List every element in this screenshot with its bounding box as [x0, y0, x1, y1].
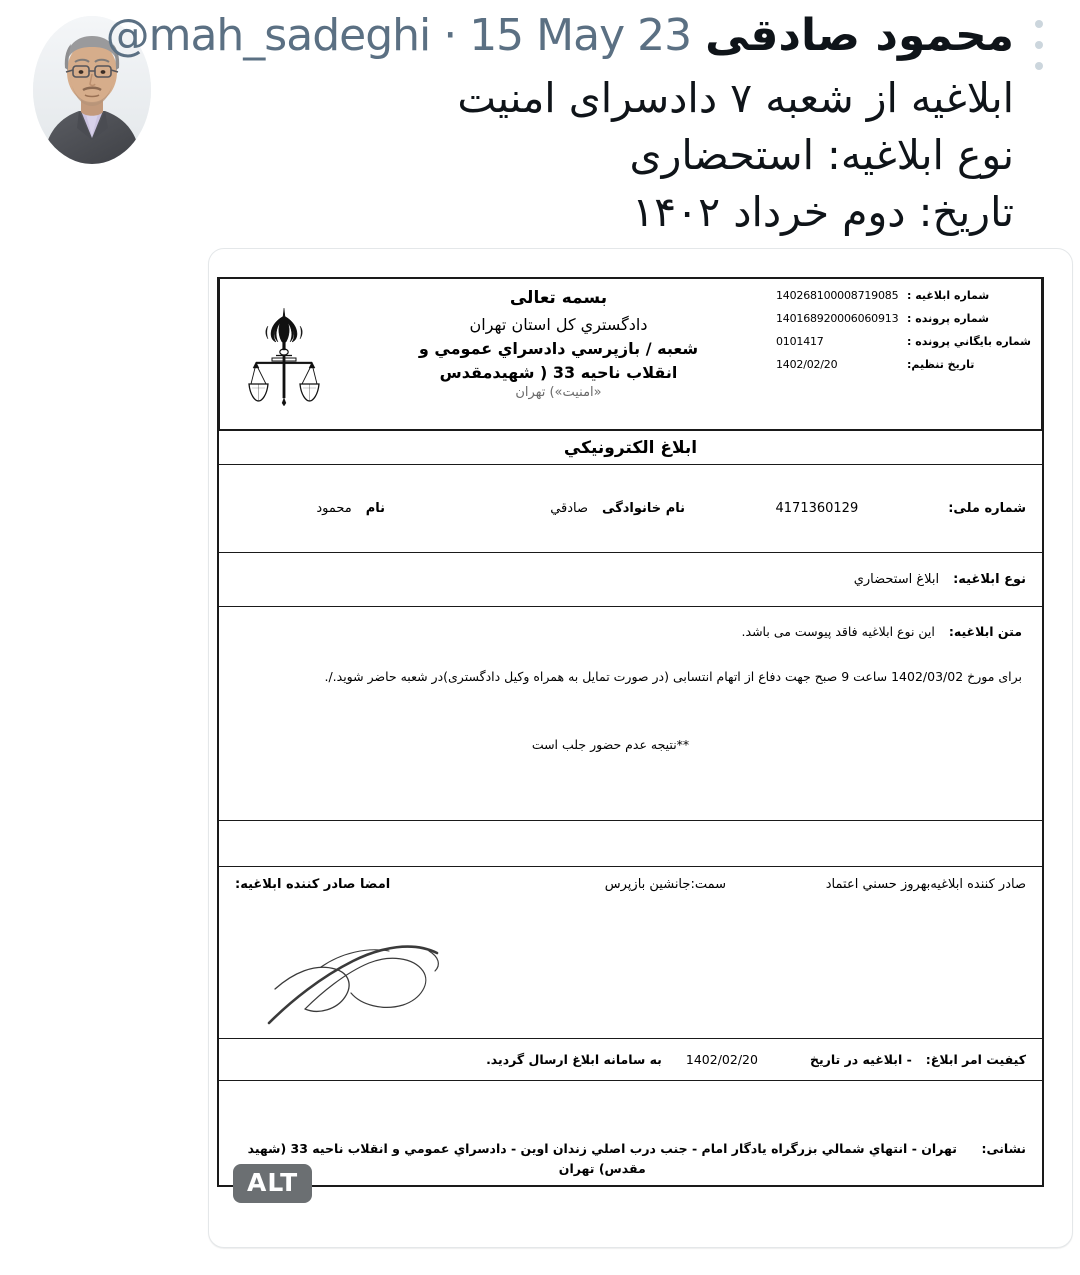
- notice-text-attachment-note: این نوع ابلاغیه فاقد پیوست می باشد.: [741, 624, 935, 639]
- delivery-status-date: 1402/02/20: [685, 1052, 758, 1067]
- court-line: شعبه / بازپرسي دادسراي عمومي و: [418, 339, 699, 358]
- first-name-value: محمود: [316, 501, 352, 516]
- author-handle-and-date[interactable]: @mah_sadeghi · 15 May 23: [105, 10, 692, 61]
- recipient-identity-row: [219, 465, 1042, 553]
- notice-type-row: [219, 553, 1042, 607]
- notice-text-label: متن ابلاغيه:: [948, 624, 1022, 639]
- tweet-text-line: ابلاغیه از شعبه ۷ دادسرای امنیت: [457, 74, 1014, 122]
- notice-type-label: نوع ابلاغيه:: [953, 572, 1026, 587]
- court-identification: [347, 279, 770, 429]
- author-display-name[interactable]: محمود صادقی: [705, 10, 1014, 61]
- last-name-field: [385, 501, 685, 516]
- tweet-text-line: تاریخ: دوم خرداد ۱۴۰۲: [632, 188, 1014, 236]
- banner-label: ابلاغ الكترونيكي: [563, 437, 698, 458]
- archive-number-label: شماره بايگاني پرونده :: [907, 335, 1032, 348]
- delivery-status-row: [219, 1039, 1042, 1081]
- archive-number-value: 0101417: [776, 335, 824, 348]
- issuer-header: [235, 877, 1026, 892]
- issuer-field: [726, 877, 1026, 892]
- meta-row: [776, 312, 1033, 325]
- handwritten-signature: [261, 923, 471, 1035]
- more-options-button[interactable]: [1024, 16, 1054, 74]
- signature-field: [235, 877, 496, 892]
- issuer-role-value: جانشين بازپرس: [604, 877, 691, 892]
- document-header-row: [219, 279, 1042, 431]
- issue-date-value: 1402/02/20: [776, 358, 838, 371]
- issue-date-label: تاریخ تنظیم:: [907, 358, 975, 371]
- notice-number-label: شماره ابلاغيه :: [907, 289, 990, 302]
- meta-row: [776, 358, 1033, 371]
- judiciary-emblem: [219, 279, 347, 429]
- delivery-status-label: كيفيت امر ابلاغ:: [925, 1052, 1026, 1067]
- issuer-label: صادر كننده ابلاغيه: [930, 877, 1026, 892]
- address-field: [235, 1139, 1026, 1179]
- electronic-notice-banner: [219, 431, 1042, 465]
- handwritten-signature-icon: [261, 923, 471, 1035]
- notice-type-field: [854, 572, 1026, 587]
- document-spacer-row: [219, 821, 1042, 867]
- notice-text-row: [219, 607, 1042, 821]
- tweet-header: [0, 0, 1080, 236]
- national-id-field: [685, 501, 1026, 516]
- court-line: انقلاب ناحيه 33 ( شهيدمقدس: [439, 363, 678, 382]
- kebab-vertical-icon: [1035, 20, 1043, 28]
- notice-type-value: ابلاغ استحضاري: [853, 572, 940, 587]
- issuer-role-field: [496, 877, 726, 892]
- notice-text-warning: **نتیجه عدم حضور جلب است: [531, 737, 690, 752]
- tweet-author-line: [0, 8, 1014, 64]
- issuer-value: بهروز حسني اعتماد: [825, 877, 931, 892]
- kebab-vertical-icon: [1035, 62, 1043, 70]
- address-value: تهران - انتهاي شمالي بزرگراه يادگار امام - جنب درب اصلي زندان اوين - دادسراي عمومي و انقلاب ناحيه 33 (شهيد مقدس) تهران: [247, 1141, 957, 1176]
- issuer-role-label: سمت:: [690, 877, 726, 892]
- legal-notice-document: [217, 277, 1044, 1187]
- notice-text-first-line: [239, 621, 1022, 643]
- first-name-label: نام: [365, 501, 385, 516]
- tweet-text: [120, 70, 1014, 241]
- court-line: «امنيت») تهران: [515, 385, 602, 400]
- document-reference-numbers: [770, 279, 1042, 429]
- notice-number-value: 140268100008719085: [776, 289, 899, 302]
- case-number-label: شماره پرونده :: [907, 312, 989, 325]
- kebab-vertical-icon: [1035, 41, 1043, 49]
- court-address-row: [219, 1081, 1042, 1199]
- basmala-text: بسمه تعالی: [509, 288, 608, 308]
- meta-row: [776, 335, 1033, 348]
- address-label: نشانی:: [981, 1141, 1026, 1156]
- delivery-status-part2: به سامانه ابلاغ ارسال گرديد.: [486, 1052, 662, 1067]
- meta-row: [776, 289, 1033, 302]
- national-id-value: 4171360129: [775, 501, 859, 516]
- issuer-signature-row: [219, 867, 1042, 1039]
- tweet-text-line: نوع ابلاغیه: استحضاری: [629, 131, 1014, 179]
- tweet-media-image[interactable]: [208, 248, 1073, 1248]
- signature-label: امضا صادر كننده ابلاغيه:: [235, 877, 391, 892]
- alt-text-badge[interactable]: ALT: [233, 1164, 312, 1203]
- iran-judiciary-scales-emblem: [246, 302, 322, 406]
- court-line: دادگستري كل استان تهران: [469, 315, 648, 334]
- last-name-value: صادقي: [550, 501, 589, 516]
- delivery-status-part1: - ابلاغيه در تاريخ: [809, 1052, 912, 1067]
- last-name-label: نام خانوادگی: [602, 501, 685, 516]
- notice-text-paragraph: برای مورخ 1402/03/02 ساعت 9 صبح جهت دفاع از اتهام انتسابی (در صورت تمایل به همراه وکیل دادگستری)در شعبه حاضر شوید./.: [324, 669, 1022, 684]
- national-id-label: شماره ملی:: [948, 501, 1026, 516]
- first-name-field: [235, 501, 385, 516]
- case-number-value: 140168920006060913: [776, 312, 899, 325]
